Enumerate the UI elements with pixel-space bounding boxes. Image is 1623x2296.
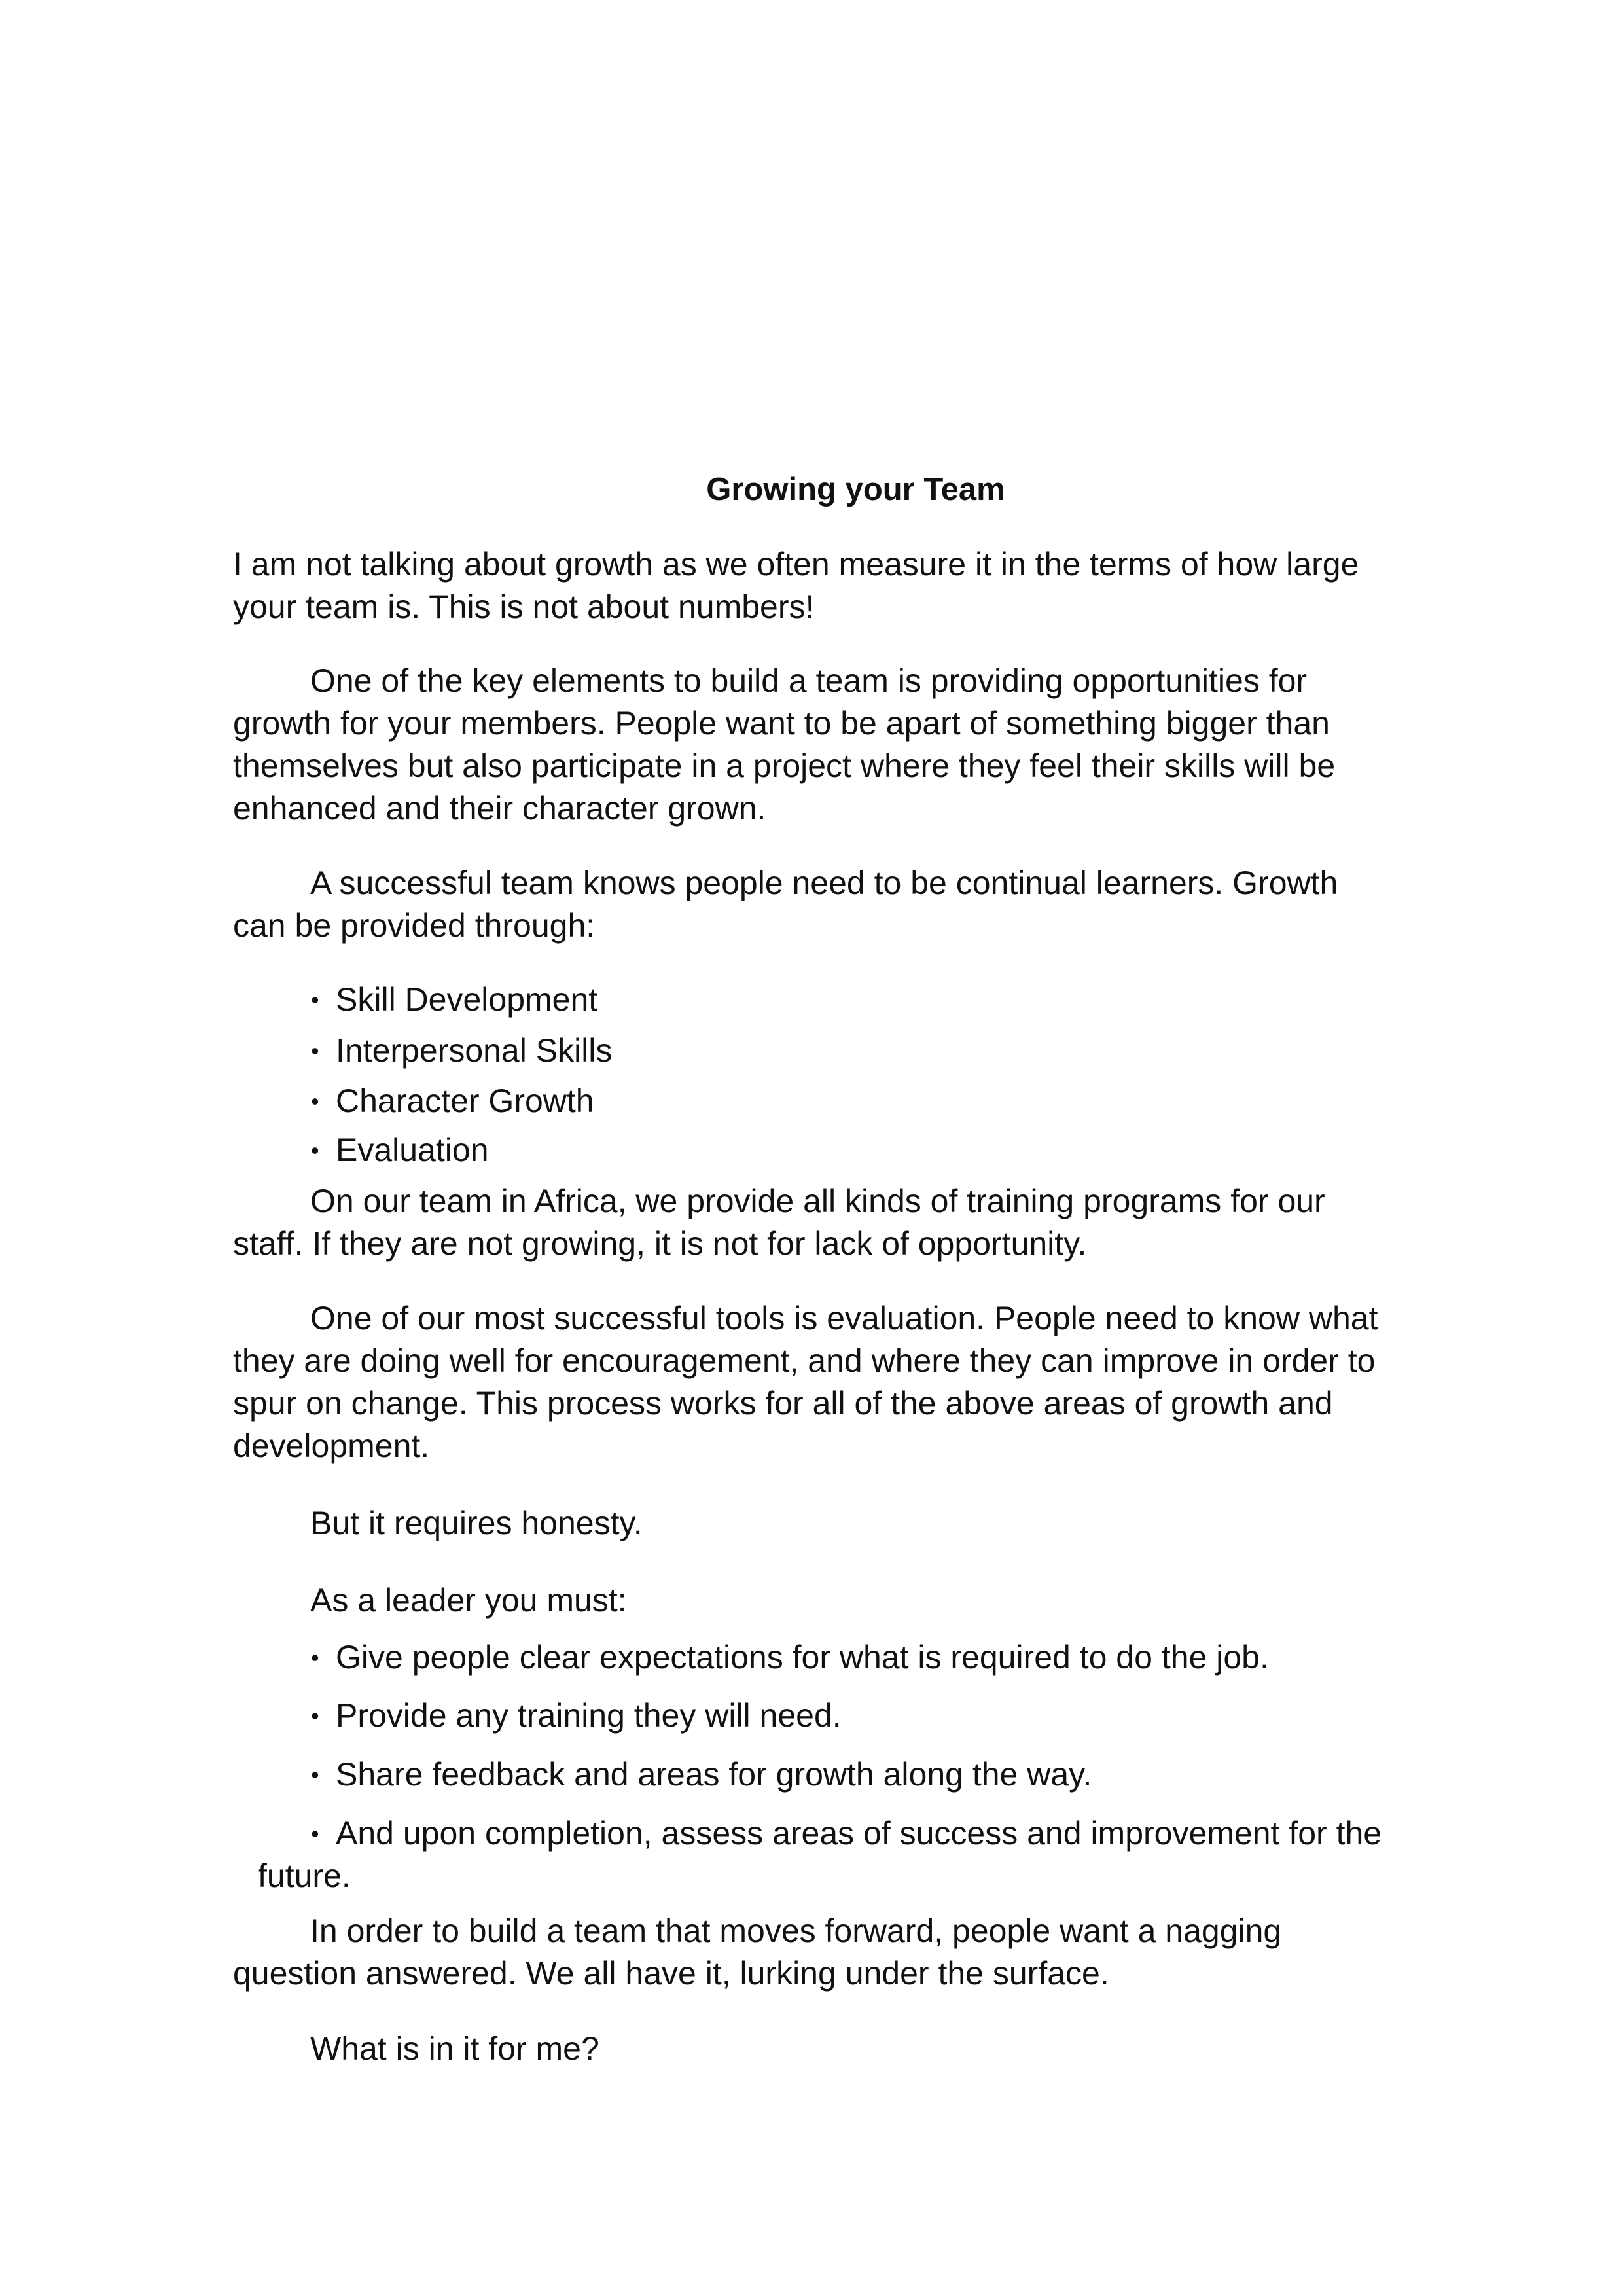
bullet-icon: • xyxy=(311,1037,319,1064)
paragraph-question: What is in it for me? xyxy=(310,2030,599,2067)
list-item-continuation: future. xyxy=(258,1857,351,1894)
list-item-leader: • Give people clear expectations for what is required to do the job. xyxy=(311,1636,1423,1679)
paragraph-key-elements: One of the key elements to build a team is providing opportunities for growth for your members. People want to be apart of something bigger than themselves but also participate in a project where they feel their skills will be enhanced and their character grown. xyxy=(233,662,1336,827)
paragraph-honesty: But it requires honesty. xyxy=(310,1505,643,1541)
paragraph-evaluation: One of our most successful tools is evaluation. People need to know what they are doing well for encouragement, and where they can improve in order to spur on change. This process works for all of the above areas of growth and development. xyxy=(233,1300,1378,1464)
bullet-icon: • xyxy=(311,1761,319,1788)
list-item-growth: • Character Growth xyxy=(311,1080,1423,1122)
paragraph-africa: On our team in Africa, we provide all kinds of training programs for our staff. If they are not growing, it is not for lack of opportunity. xyxy=(233,1183,1325,1262)
list-item-leader: • And upon completion, assess areas of success and improvement for the future. xyxy=(233,1812,1424,1897)
paragraph-intro: I am not talking about growth as we often measure it in the terms of how large your team is. This is not about numbers! xyxy=(233,546,1359,625)
paragraph-successful-team: A successful team knows people need to be continual learners. Growth can be provided through: xyxy=(233,865,1338,944)
list-item-growth: • Interpersonal Skills xyxy=(311,1030,1423,1072)
bullet-icon: • xyxy=(311,1088,319,1115)
list-item-leader: • Provide any training they will need. xyxy=(311,1695,1423,1737)
paragraph-nagging: In order to build a team that moves forward, people want a nagging question answered. We all have it, lurking under the surface. xyxy=(233,1912,1282,1992)
paragraph-leader: As a leader you must: xyxy=(310,1582,627,1619)
document-title: Growing your Team xyxy=(706,472,1005,507)
list-item-growth: • Skill Development xyxy=(311,978,1423,1021)
list-item-leader: • Share feedback and areas for growth along the way. xyxy=(311,1753,1423,1796)
bullet-icon: • xyxy=(311,1137,319,1164)
list-item-growth: • Evaluation xyxy=(311,1129,1423,1172)
bullet-icon: • xyxy=(311,1702,319,1729)
bullet-icon: • xyxy=(311,986,319,1013)
bullet-icon: • xyxy=(311,1820,319,1847)
bullet-icon: • xyxy=(311,1644,319,1671)
